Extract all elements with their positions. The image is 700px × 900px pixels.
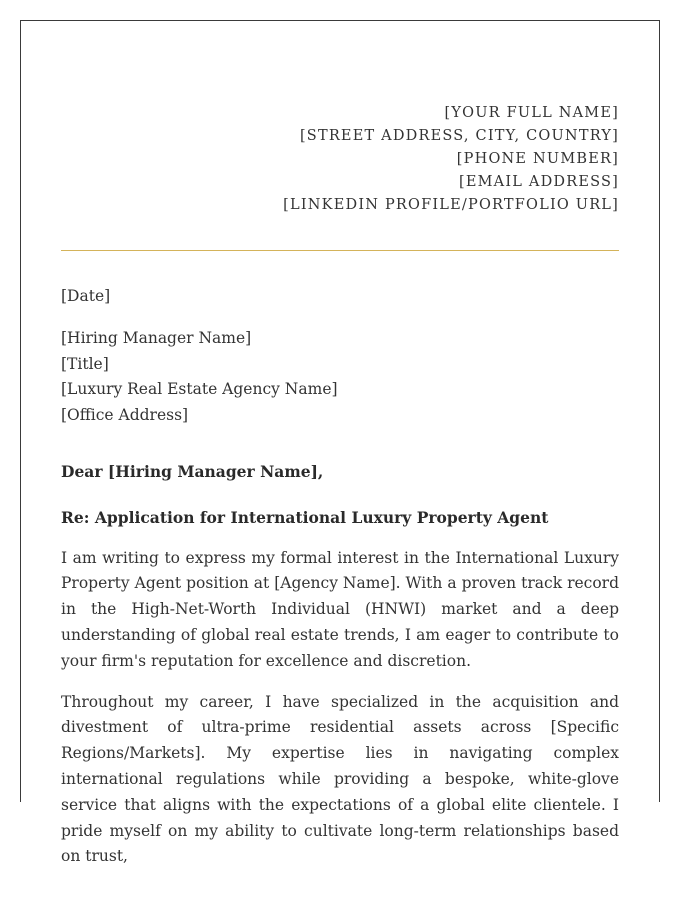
- recipient-office-address: [Office Address]: [61, 406, 189, 425]
- sender-linkedin: [LINKEDIN PROFILE/PORTFOLIO URL]: [283, 197, 619, 213]
- letter-body: [61, 284, 619, 885]
- header-divider: [61, 250, 619, 251]
- body-paragraph-1: I am writing to express my formal interest in the International Luxury Property Agent position at [Agency Name]. With a proven track record in the High-Net-Worth Individual (HNWI) market and a deep understanding of global real estate trends, I am eager to contribute to your firm's reputation for excellence and discretion.: [61, 548, 619, 670]
- salutation: Dear [Hiring Manager Name],: [61, 461, 324, 481]
- body-paragraph-2: Throughout my career, I have specialized in the acquisition and divestment of ultra-prime residential assets across [Specific Regions/Markets]. My expertise lies in navigating complex international regulations while providing a bespoke, white-glove service that aligns with the expectations of a global elite clientele. I pride myself on my ability to cultivate long-term relationships based on trust,: [61, 692, 619, 866]
- sender-address: [STREET ADDRESS, CITY, COUNTRY]: [299, 128, 619, 144]
- sender-name: [YOUR FULL NAME]: [444, 105, 619, 121]
- sender-phone: [PHONE NUMBER]: [456, 151, 619, 167]
- subject-line: Re: Application for International Luxury Property Agent: [61, 507, 549, 527]
- sender-block: [283, 102, 619, 217]
- letter-date: [Date]: [61, 287, 111, 305]
- recipient-title: [Title]: [61, 354, 109, 373]
- letter-page: [20, 20, 660, 866]
- recipient-block: [61, 326, 619, 429]
- recipient-agency-name: [Luxury Real Estate Agency Name]: [61, 380, 338, 399]
- recipient-manager-name: [Hiring Manager Name]: [61, 328, 252, 347]
- sender-email: [EMAIL ADDRESS]: [458, 174, 619, 190]
